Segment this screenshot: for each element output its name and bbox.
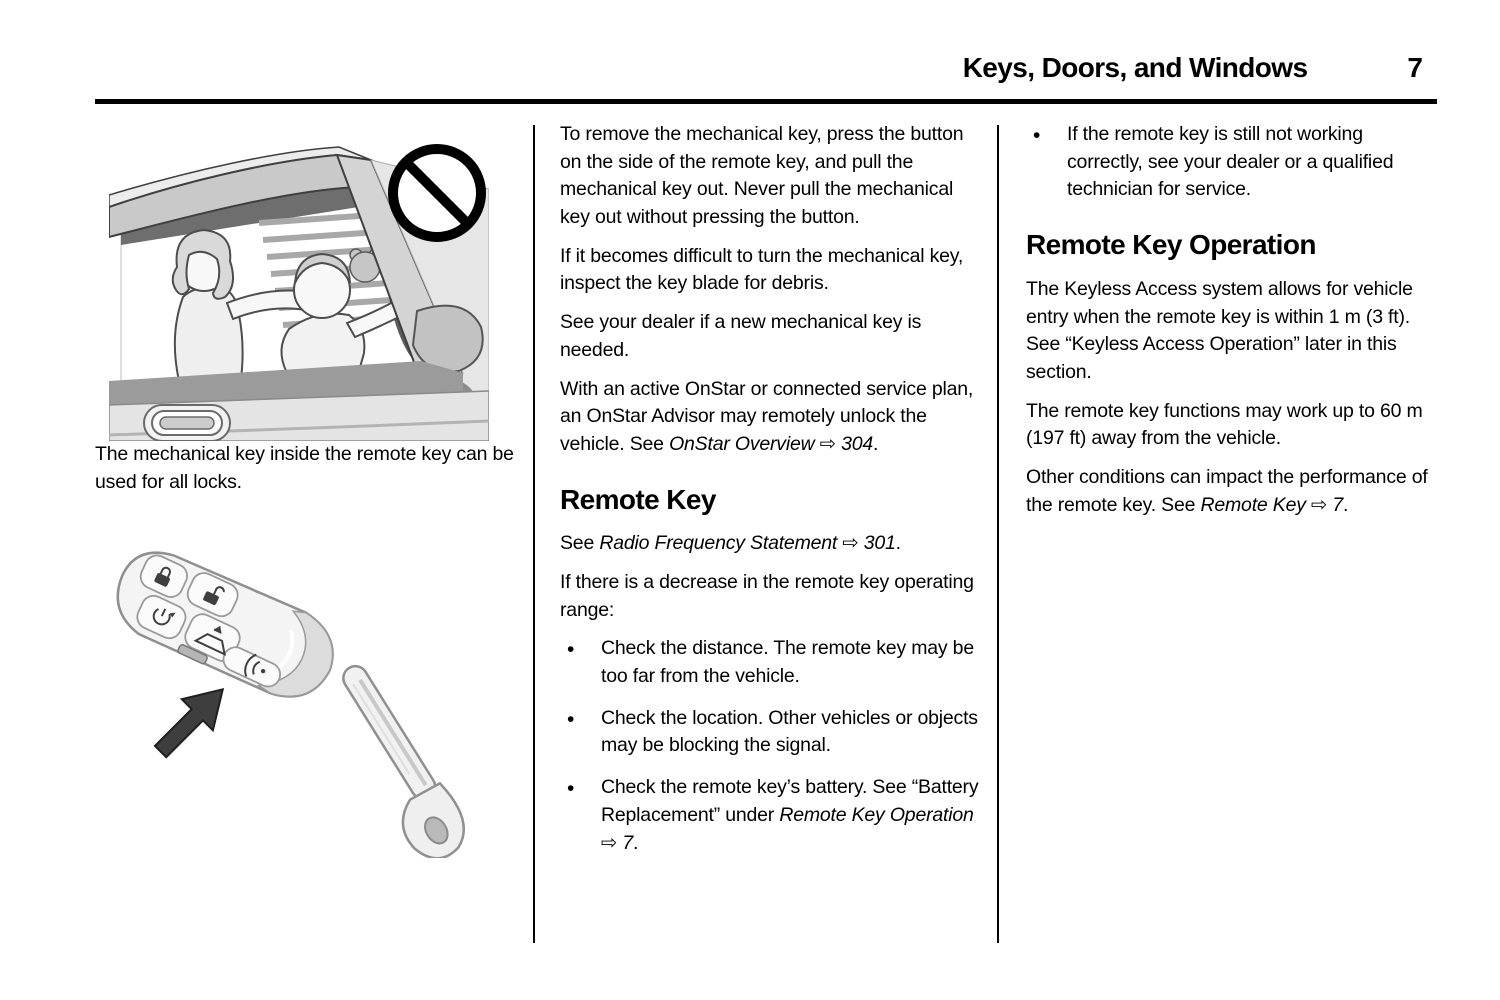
paragraph: See your dealer if a new mechanical key is needed.: [560, 311, 922, 361]
paragraph: The Keyless Access system allows for vehicle entry when the remote key is within 1 m (3 ft). See “Keyless Access Operation” later in this section.: [1026, 277, 1413, 383]
paragraph-text: .: [1343, 493, 1349, 516]
figure-caption: The mechanical key inside the remote key can be used for all locks.: [95, 443, 514, 493]
key-blade: [314, 659, 477, 859]
cross-reference: Remote Key ⇨ 7: [1200, 493, 1344, 516]
right-column: [1026, 121, 1442, 530]
list-item-text: .: [633, 831, 639, 854]
running-header-title: Keys, Doors, and Windows: [962, 52, 1308, 83]
header-rule: [95, 99, 1437, 104]
list-item: [1026, 121, 1442, 204]
paragraph: If it becomes difficult to turn the mechanical key, inspect the key blade for debris.: [560, 244, 964, 295]
section-heading-remote-key: Remote Key: [560, 483, 716, 515]
left-column: [95, 121, 520, 858]
list-item: [560, 635, 986, 690]
list-item: [560, 774, 986, 857]
paragraph-text: With an active OnStar or connected service plan, an OnStar Advisor may remotely unlock the vehicle. See: [560, 377, 974, 455]
bullet-marker: •: [567, 777, 575, 801]
prohibition-icon: [393, 149, 481, 237]
list-item-text: Check the distance. The remote key may be too far from the vehicle.: [601, 637, 974, 688]
list-item-text: Check the location. Other vehicles or objects may be blocking the signal.: [601, 706, 978, 757]
paragraph: To remove the mechanical key, press the button on the side of the remote key, and pull the mechanical key out. Never pull the mechanical key out without pressing the button.: [560, 123, 964, 229]
remote-key-fob: [109, 536, 347, 714]
paragraph-text: .: [895, 532, 901, 555]
paragraph-text: .: [873, 432, 879, 455]
bullet-marker: •: [1033, 124, 1041, 147]
paragraph: [1026, 464, 1442, 519]
list-item-text: [601, 774, 986, 857]
paragraph: [560, 376, 986, 459]
paragraph-text: Other conditions can impact the performance of the remote key. See: [1026, 465, 1428, 516]
cross-reference: Remote Key Operation ⇨ 7: [601, 803, 974, 854]
paragraph: [560, 530, 986, 558]
list-item-text: Check the remote key’s battery. See “Battery Replacement” under: [601, 776, 979, 826]
list-item-text: If the remote key is still not working correctly, see your dealer or a qualified technician for service.: [1067, 123, 1394, 201]
middle-column: [560, 121, 986, 871]
page-number: 7: [1407, 52, 1423, 83]
paragraph: The remote key functions may work up to 60 m (197 ft) away from the vehicle.: [1026, 399, 1423, 450]
paragraph-text: See: [560, 532, 600, 555]
cross-reference: Radio Frequency Statement ⇨ 301: [599, 532, 896, 555]
cross-reference: OnStar Overview ⇨ 304: [669, 432, 874, 455]
arrow-icon: [145, 674, 238, 767]
section-heading-remote-key-operation: Remote Key Operation: [1026, 229, 1316, 261]
column-divider: [997, 125, 999, 943]
list-item: [560, 705, 986, 760]
column-divider: [533, 125, 535, 943]
bullet-marker: •: [567, 707, 575, 731]
running-header: [95, 52, 1437, 84]
door-handle: [144, 405, 230, 441]
child-at-window-warning-illustration: [109, 143, 489, 441]
paragraph: If there is a decrease in the remote key operating range:: [560, 571, 974, 621]
bullet-marker: •: [567, 638, 575, 662]
remote-key-with-mechanical-key-illustration: [109, 508, 489, 858]
side-mirror: [413, 306, 483, 372]
